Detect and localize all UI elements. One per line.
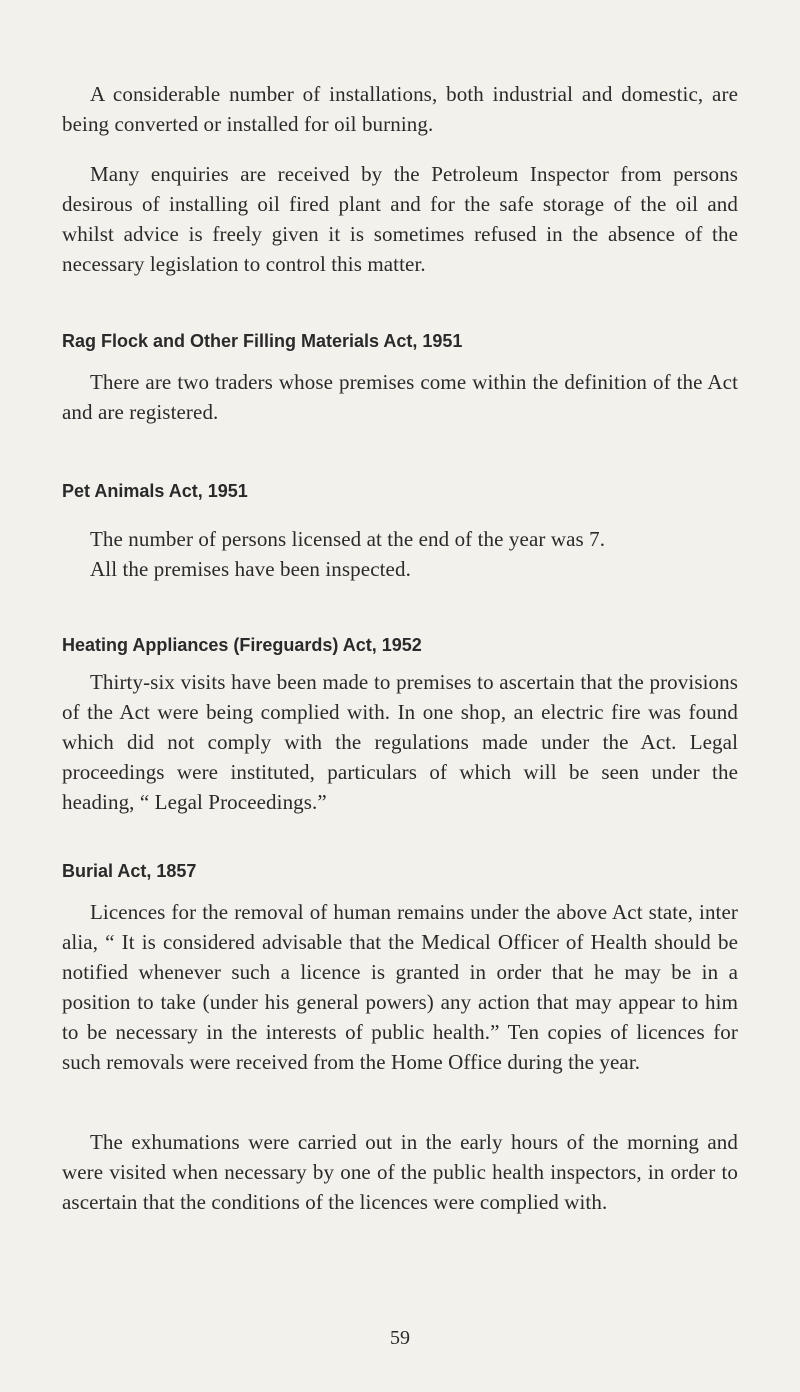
paragraph-pet-animals-licensed: The number of persons licensed at the end of the year was 7. xyxy=(90,527,606,551)
paragraph-pet-animals-inspected: All the premises have been inspected. xyxy=(90,557,411,581)
paragraph-heating-appliances: Thirty-six visits have been made to premises to ascertain that the provisions of the Act were being complied with. In one shop, an electric fire was found which did not comply with the regulations made under the Act. Legal proceedings were instituted, particulars of which will be seen under the heading, “ Legal Proceedings.” xyxy=(62,670,738,814)
paragraph-burial-licences: Licences for the removal of human remains under the above Act state, inter alia, “ It is considered advisable that the Medical Officer of Health should be notified whenever such a licence is granted in order that he may be in a position to take (under his general powers) any action that may appear to him to be necessary in the interests of public health.” Ten copies of licences for such removals were received from the Home Office during the year. xyxy=(62,900,738,1074)
paragraph-rag-flock: There are two traders whose premises come within the definition of the Act and are registered. xyxy=(62,370,738,424)
heading-burial-act: Burial Act, 1857 xyxy=(62,861,197,881)
paragraph-burial-exhumations: The exhumations were carried out in the early hours of the morning and were visited when necessary by one of the public health inspectors, in order to ascertain that the conditions of the licences were complied with. xyxy=(62,1130,738,1214)
heading-heating-appliances-act: Heating Appliances (Fireguards) Act, 1952 xyxy=(62,635,422,655)
paragraph-enquiries: Many enquiries are received by the Petroleum Inspector from persons desirous of installing oil fired plant and for the safe storage of the oil and whilst advice is freely given it is sometimes refused in the absence of the necessary legislation to control this matter. xyxy=(62,162,738,276)
heading-pet-animals-act: Pet Animals Act, 1951 xyxy=(62,481,248,501)
heading-rag-flock-act: Rag Flock and Other Filling Materials Act, 1951 xyxy=(62,331,463,351)
page-number: 59 xyxy=(390,1327,410,1349)
paragraph-installations: A considerable number of installations, both industrial and domestic, are being converted or installed for oil burning. xyxy=(62,82,738,136)
